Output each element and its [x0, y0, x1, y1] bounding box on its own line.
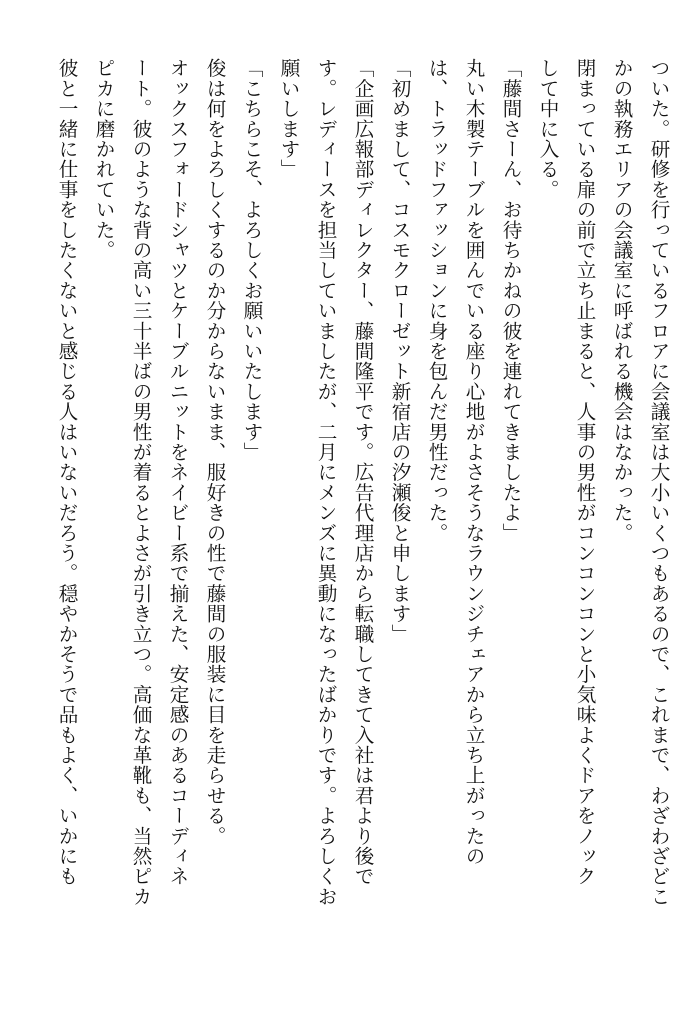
text-line: 閉まっている扉の前で立ち止まると、人事の男性がコンコンコンと小気味よくドアをノック	[573, 58, 596, 887]
text-line: かの執務エリアの会議室に呼ばれる機会はなかった。	[610, 58, 633, 543]
text-line: ート。彼のような背の高い三十半ばの男性が着るとよさが引き立つ。高価な革靴も、当然ピカ	[129, 58, 152, 907]
text-line: 「こちらこそ、よろしくお願いいたします」	[240, 58, 263, 462]
text-line: 丸い木製テーブルを囲んでいる座り心地がよさそうなラウンジチェアから立ち上がったの	[462, 58, 485, 866]
text-line: 「藤間さーん、お待ちかねの彼を連れてきましたよ」	[499, 58, 522, 543]
text-line: して中に入る。	[536, 58, 559, 200]
text-line: オックスフォードシャツとケーブルニットをネイビー系で揃えた、安定感のあるコーディネ	[166, 58, 189, 887]
text-line: す。レディースを担当していましたが、二月にメンズに異動になったばかりです。よろしくお	[314, 58, 337, 907]
text-line: 「企画広報部ディレクター、藤間隆平です。広告代理店から転職してきて入社は君より後で	[351, 58, 374, 887]
text-line: ついた。研修を行っているフロアに会議室は大小いくつもあるので、これまで、わざわざどこ	[647, 58, 670, 907]
text-line: 彼と一緒に仕事をしたくないと感じる人はいないだろう。穏やかそうで品もよく、いかにも	[55, 58, 78, 887]
text-line: 俊は何をよろしくするのか分からないまま、服好きの性で藤間の服装に目を走らせる。	[203, 58, 226, 846]
text-line: は、トラッドファッションに身を包んだ男性だった。	[425, 58, 448, 543]
text-line: 「初めまして、コスモクローゼット新宿店の汐瀬俊と申します」	[388, 58, 411, 644]
text-line: ピカに磨かれていた。	[92, 58, 115, 260]
text-line: 願いします」	[277, 58, 300, 180]
